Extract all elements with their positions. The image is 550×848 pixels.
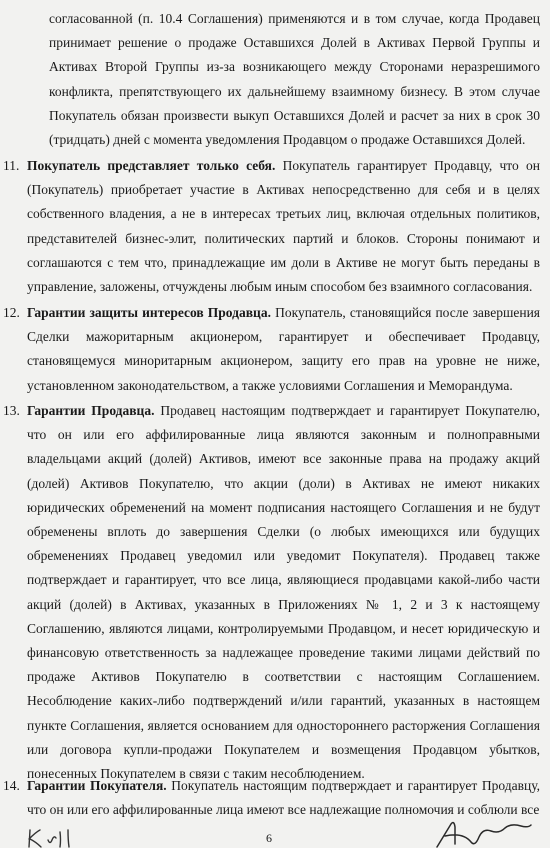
paragraph-continuation — [49, 7, 540, 152]
section-heading: Гарантии защиты интересов Продавца. — [27, 305, 271, 320]
section-heading: Гарантии Продавца. — [27, 403, 155, 418]
section-text: Покупатель, становящийся после завершения Сделки мажоритарным акционером, гарантирует и обеспечивает Продавцу, становящемуся миноритарным акционером, защиту его прав на уровне не ниже, установленном законодательством, а также условиями Соглашения и Меморандума. — [27, 305, 540, 393]
section-12 — [3, 301, 540, 398]
section-heading: Покупатель представляет только себя. — [27, 158, 276, 173]
section-number: 12. — [3, 305, 20, 320]
section-number: 13. — [3, 403, 20, 418]
section-11 — [3, 154, 541, 299]
section-text: Покупатель гарантирует Продавцу, что он (Покупатель) приобретает участие в Активах непосредственно для себя и в целях собственного владения, а не в интересах третьих лиц, включая отдельных политиков, представителей бизнес-элит, политических партий и блоков. Стороны понимают и соглашаются с тем что, принадлежащие им доли в Активе не могут быть переданы в управление, заложены, отчуждены любым иным способом без взаимного согласования. — [27, 158, 541, 295]
section-text: Покупатель настоящим подтверждает и гарантирует Продавцу, что он или его аффилированные лица имеют все надлежащие полномочия и соблюли все — [27, 778, 540, 818]
section-heading: Гарантии Покупателя. — [27, 778, 167, 793]
signature-right — [433, 818, 533, 848]
paragraph-text: согласованной (п. 10.4 Соглашения) применяются и в том случае, когда Продавец принимает решение о продаже Оставшихся Долей в Активах Первой Группы и Активах Второй Группы из-за возникающего между Сторонами неразрешимого конфликта, препятствующего их дальнейшему взаимному бизнесу. В этом случае Покупатель обязан произвести выкуп Оставшихся Долей и расчет за них в срок 30 (тридцать) дней с момента уведомления Продавцом о продаже Оставшихся Долей. — [49, 11, 540, 148]
page-number: 6 — [266, 831, 272, 845]
section-text: Продавец настоящим подтверждает и гарантирует Покупателю, что он или его аффилированные лица являются законным и полноправными владельцами акций (долей) Активов, имеют все законные права на продажу акций (долей) Активов Покупателю, что акции (доли) в Активах не имеют никаких юридических обременений на момент подписания настоящего Соглашения и не будут обременены вплоть до завершения Сделки (о любых имеющихся или будущих обременениях Продавец уведомил или уведомит Покупателя). Продавец также подтверждает и гарантирует, что все лица, являющиеся продавцами какой-либо части акций (долей) в Активах, указанных в Приложениях № 1, 2 и 3 к настоящему Соглашению, являются лицами, контролируемыми Продавцом, и несет юридическую и финансовую ответственность за надлежащее проведение такими лицами действий по продаже Активов Покупателю в соответствии с настоящим Соглашением. Несоблюдение каких-либо подтверждений и/или гарантий, указанных в настоящем пункте Соглашения, является основанием для одностороннего расторжения Соглашения или договора купли-продажи Покупателем и возмещения Продавцом убытков, понесенных Покупателем в связи с таким несоблюдением. — [27, 403, 540, 782]
section-number: 14. — [3, 778, 20, 793]
section-number: 11. — [3, 158, 20, 173]
section-14 — [3, 774, 540, 822]
signature-left — [24, 826, 84, 848]
